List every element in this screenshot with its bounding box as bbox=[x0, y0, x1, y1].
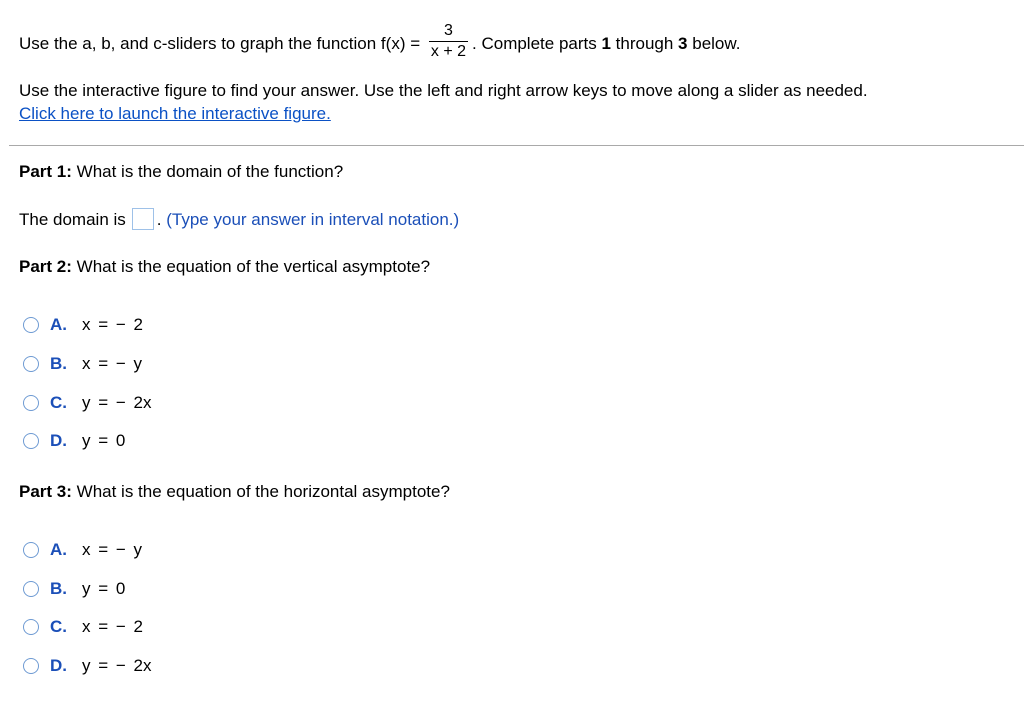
part2-option-c[interactable] bbox=[23, 392, 151, 414]
option-letter: D. bbox=[50, 431, 67, 450]
part2-question-text: What is the equation of the vertical asymptote? bbox=[76, 257, 431, 276]
launch-figure-link[interactable]: Click here to launch the interactive figure. bbox=[19, 104, 331, 123]
part-end-number: 3 bbox=[678, 33, 688, 53]
option-text: x = − 2 bbox=[82, 617, 143, 636]
domain-hint: (Type your answer in interval notation.) bbox=[166, 210, 460, 229]
option-text: y = − 2x bbox=[82, 393, 152, 412]
part1-question bbox=[19, 162, 343, 182]
instruction-suffix: below. bbox=[687, 33, 741, 53]
option-letter: A. bbox=[50, 315, 67, 334]
part3-question-text: What is the equation of the horizontal asymptote? bbox=[76, 482, 450, 501]
option-letter: C. bbox=[50, 617, 67, 636]
radio-button[interactable] bbox=[23, 356, 39, 372]
radio-button[interactable] bbox=[23, 581, 39, 597]
part3-option-a[interactable] bbox=[23, 539, 142, 561]
option-letter: B. bbox=[50, 354, 67, 373]
part3-option-b[interactable] bbox=[23, 578, 125, 600]
part1-question-text: What is the domain of the function? bbox=[76, 162, 344, 181]
option-text: x = − 2 bbox=[82, 315, 143, 334]
instruction-line-1 bbox=[19, 24, 740, 63]
domain-answer-input[interactable] bbox=[132, 208, 154, 230]
option-letter: D. bbox=[50, 656, 67, 675]
part-start-number: 1 bbox=[601, 33, 611, 53]
fraction-bar bbox=[429, 41, 468, 42]
part2-option-b[interactable] bbox=[23, 353, 142, 375]
fraction-numerator: 3 bbox=[443, 22, 453, 39]
radio-button[interactable] bbox=[23, 317, 39, 333]
radio-button[interactable] bbox=[23, 433, 39, 449]
option-letter: B. bbox=[50, 579, 67, 598]
domain-suffix: . bbox=[156, 210, 162, 229]
option-text: x = − y bbox=[82, 540, 143, 559]
radio-button[interactable] bbox=[23, 658, 39, 674]
instruction-through: through bbox=[610, 33, 679, 53]
part2-option-a[interactable] bbox=[23, 314, 143, 336]
option-text: y = 0 bbox=[82, 579, 126, 598]
part3-label: Part 3: bbox=[19, 482, 72, 501]
option-text: y = 0 bbox=[82, 431, 126, 450]
section-divider bbox=[9, 145, 1024, 146]
part3-option-c[interactable] bbox=[23, 616, 143, 638]
instruction-text-after bbox=[472, 34, 740, 54]
option-text: x = − y bbox=[82, 354, 143, 373]
part3-option-d[interactable] bbox=[23, 655, 151, 677]
option-text: y = − 2x bbox=[82, 656, 152, 675]
option-letter: A. bbox=[50, 540, 67, 559]
instruction-after-prefix: . Complete parts bbox=[472, 33, 602, 53]
domain-answer-row bbox=[19, 209, 459, 231]
function-fraction bbox=[429, 22, 468, 61]
part1-label: Part 1: bbox=[19, 162, 72, 181]
fraction-denominator: x + 2 bbox=[430, 43, 467, 60]
part3-question bbox=[19, 482, 450, 502]
instruction-text: Use the a, b, and c-sliders to graph the function f(x) = bbox=[19, 33, 421, 53]
instruction-line-2: Use the interactive figure to find your answer. Use the left and right arrow keys to move along a slider as needed. bbox=[19, 81, 868, 100]
part2-option-d[interactable] bbox=[23, 430, 125, 452]
radio-button[interactable] bbox=[23, 542, 39, 558]
radio-button[interactable] bbox=[23, 619, 39, 635]
part2-question bbox=[19, 257, 430, 277]
part2-label: Part 2: bbox=[19, 257, 72, 276]
radio-button[interactable] bbox=[23, 395, 39, 411]
domain-prefix: The domain is bbox=[19, 210, 126, 229]
option-letter: C. bbox=[50, 393, 67, 412]
